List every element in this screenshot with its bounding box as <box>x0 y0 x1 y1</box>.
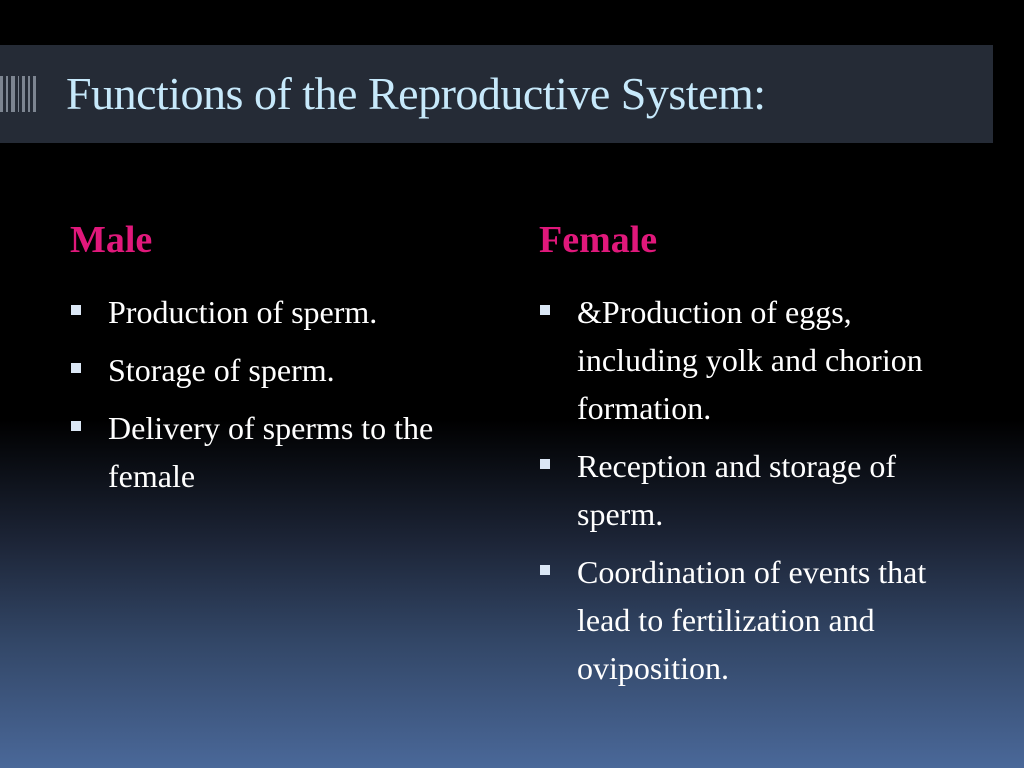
square-bullet-icon <box>540 459 550 469</box>
list-item-text: Coordination of events that lead to fertilization and oviposition. <box>577 554 927 686</box>
female-function-list <box>539 288 979 692</box>
male-function-list <box>70 288 490 500</box>
square-bullet-icon <box>540 565 550 575</box>
square-bullet-icon <box>71 363 81 373</box>
stripes-icon <box>0 76 36 112</box>
list-item-text: Delivery of sperms to the female <box>108 410 434 494</box>
list-item-text: Storage of sperm. <box>108 352 335 388</box>
title-bar <box>0 45 993 143</box>
list-item <box>70 404 490 500</box>
list-item <box>539 442 979 538</box>
list-item-text: &Production of eggs, including yolk and chorion formation. <box>577 294 923 426</box>
female-heading: Female <box>539 219 658 261</box>
square-bullet-icon <box>71 305 81 315</box>
slide-title: Functions of the Reproductive System: <box>66 68 766 119</box>
female-column <box>539 212 979 702</box>
male-column <box>70 212 490 510</box>
list-item <box>539 548 979 692</box>
list-item <box>539 288 979 432</box>
male-heading: Male <box>70 219 153 261</box>
list-item <box>70 346 490 394</box>
square-bullet-icon <box>71 421 81 431</box>
list-item-text: Production of sperm. <box>108 294 378 330</box>
list-item-text: Reception and storage of sperm. <box>577 448 896 532</box>
list-item <box>70 288 490 336</box>
square-bullet-icon <box>540 305 550 315</box>
